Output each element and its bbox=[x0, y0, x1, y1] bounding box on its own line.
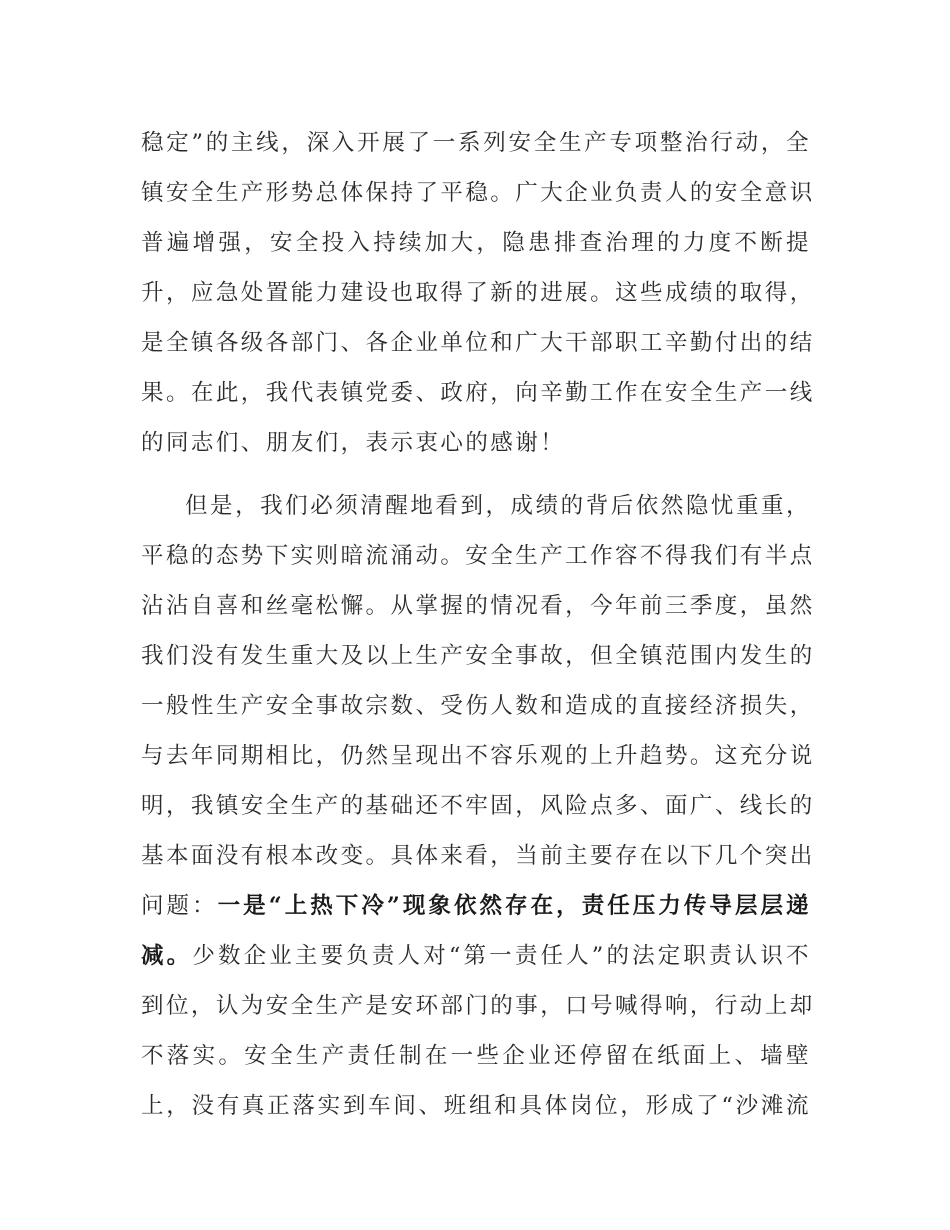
text-line: 但是，我们必须清醒地看到，成绩的背后依然隐忧重重， bbox=[185, 493, 811, 519]
line-prefix: 问题： bbox=[141, 893, 218, 919]
document-body bbox=[141, 118, 815, 1131]
paragraph-1 bbox=[141, 118, 815, 468]
emphasized-text: 一是“上热下冷”现象依然存在，责任压力传导层层递 bbox=[217, 893, 811, 919]
text-line: 基本面没有根本改变。具体来看，当前主要存在以下几个突出 bbox=[141, 843, 815, 869]
paragraph-2 bbox=[141, 481, 815, 1131]
text-line: 稳定”的主线，深入开展了一系列安全生产专项整治行动，全 bbox=[141, 130, 811, 156]
text-line: 平稳的态势下实则暗流涌动。安全生产工作容不得我们有半点 bbox=[141, 543, 815, 569]
text-line-with-emphasis bbox=[141, 931, 811, 981]
emphasized-text: 减。 bbox=[141, 943, 193, 969]
text-line: 果。在此，我代表镇党委、政府，向辛勤工作在安全生产一线 bbox=[141, 380, 815, 406]
text-line: 与去年同期相比，仍然呈现出不容乐观的上升趋势。这充分说 bbox=[141, 743, 815, 769]
text-line: 明，我镇安全生产的基础还不牢固，风险点多、面广、线长的 bbox=[141, 793, 815, 819]
text-line: 上，没有真正落实到车间、班组和具体岗位，形成了“沙滩流 bbox=[141, 1093, 811, 1119]
text-line: 不落实。安全生产责任制在一些企业还停留在纸面上、墙壁 bbox=[141, 1043, 811, 1069]
text-line: 沾沾自喜和丝毫松懈。从掌握的情况看，今年前三季度，虽然 bbox=[141, 593, 815, 619]
text-line: 普遍增强，安全投入持续加大，隐患排查治理的力度不断提 bbox=[141, 230, 811, 256]
text-line: 一般性生产安全事故宗数、受伤人数和造成的直接经济损失， bbox=[141, 693, 815, 719]
text-line: 的同志们、朋友们，表示衷心的感谢！ bbox=[141, 430, 566, 456]
line-rest: 少数企业主要负责人对“第一责任人”的法定职责认识不 bbox=[192, 943, 811, 969]
text-line: 升，应急处置能力建设也取得了新的进展。这些成绩的取得， bbox=[141, 280, 815, 306]
paragraph-spacer bbox=[141, 468, 811, 481]
text-line: 镇安全生产形势总体保持了平稳。广大企业负责人的安全意识 bbox=[141, 180, 815, 206]
text-line: 我们没有发生重大及以上生产安全事故，但全镇范围内发生的 bbox=[141, 643, 815, 669]
text-line: 是全镇各级各部门、各企业单位和广大干部职工辛勤付出的结 bbox=[141, 330, 815, 356]
text-line-with-emphasis bbox=[141, 881, 811, 931]
text-line: 到位，认为安全生产是安环部门的事，口号喊得响，行动上却 bbox=[141, 993, 815, 1019]
